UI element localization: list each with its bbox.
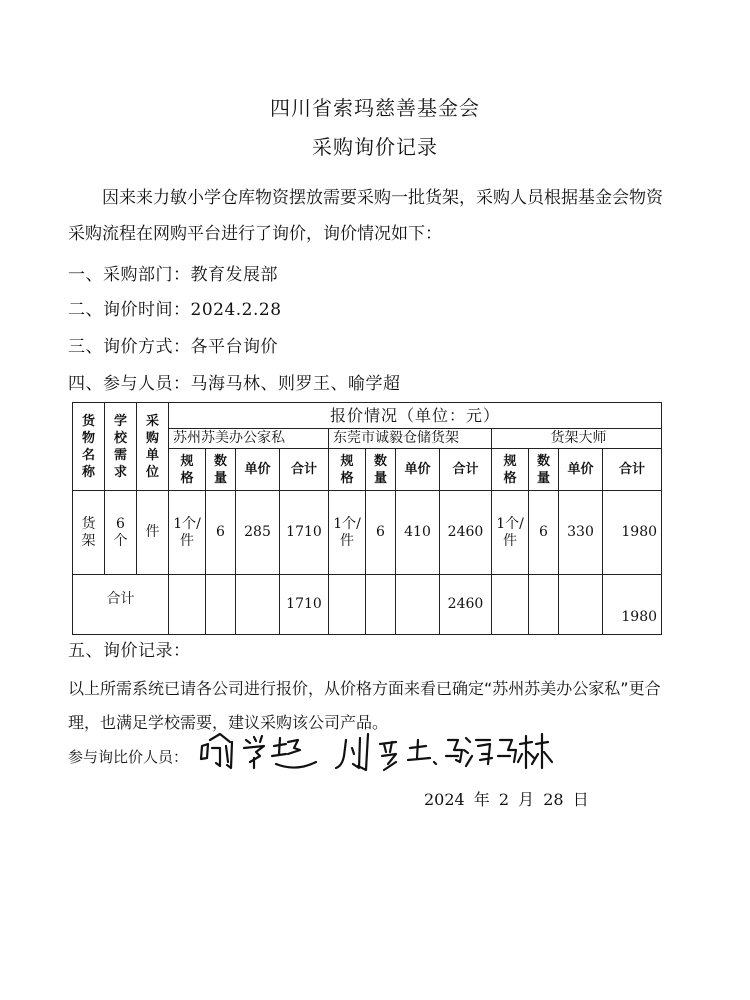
section-value: 教育发展部: [190, 265, 278, 285]
total-empty-cell: [329, 575, 366, 635]
section-value: 马海马林、则罗王、喻学超: [190, 374, 401, 394]
cell-price: 410: [396, 491, 440, 575]
total-row: [73, 575, 662, 635]
cell-need: 6个: [105, 491, 137, 575]
cell-total: 2460: [440, 491, 492, 575]
subheader-price: 单价: [559, 449, 603, 491]
subheader-spec: 规格: [492, 449, 529, 491]
cell-spec: 1个/件: [169, 491, 206, 575]
intro-paragraph: 因来来力敏小学仓库物资摆放需要采购一批货架，采购人员根据基金会物资采购流程在网购平台进行了询价，询价情况如下：: [68, 188, 663, 244]
section-label: 二、询价时间：: [68, 300, 191, 320]
total-empty-cell: [169, 575, 206, 635]
subheader-qty: 数量: [366, 449, 396, 491]
record-paragraph: 以上所需系统已请各公司进行报价，从价格方面来看已确定“苏州苏美办公家私”更合理，也满足学校需要，建议采购该公司产品。: [68, 679, 661, 732]
section-label: 三、询价方式：: [68, 337, 191, 357]
participants-label: 参与询比价人员：: [68, 748, 189, 766]
total-value: 1980: [603, 575, 662, 635]
total-empty-cell: [396, 575, 440, 635]
handwritten-signatures: [196, 726, 556, 774]
total-value: 2460: [440, 575, 492, 635]
vendor-name: 货架大师: [492, 429, 662, 449]
section-inquiry-method: [68, 332, 278, 357]
total-empty-cell: [206, 575, 236, 635]
vendor-name: 东莞市诚毅仓储货架: [329, 429, 492, 449]
subheader-total: 合计: [440, 449, 492, 491]
subheader-qty: 数量: [206, 449, 236, 491]
cell-qty: 6: [366, 491, 396, 575]
total-empty-cell: [559, 575, 603, 635]
table-row: [73, 491, 662, 575]
subheader-spec: 规格: [169, 449, 206, 491]
cell-price: 285: [236, 491, 280, 575]
total-empty-cell: [236, 575, 280, 635]
signing-date: 2024 年 2 月 28 日: [424, 790, 589, 809]
vendor-name: 苏州苏美办公家私: [169, 429, 329, 449]
section-participants: [68, 369, 401, 394]
section-label: 五、询价记录：: [68, 641, 191, 661]
quote-table: [72, 402, 662, 635]
subheader-price: 单价: [396, 449, 440, 491]
cell-total: 1980: [603, 491, 662, 575]
cell-qty: 6: [206, 491, 236, 575]
cell-item: 货架: [73, 491, 105, 575]
section-label: 一、采购部门：: [68, 265, 191, 285]
doc-title: 采购询价记录: [312, 135, 438, 159]
section-value: 2024.2.28: [190, 300, 282, 320]
section-label: 四、参与人员：: [68, 374, 191, 394]
subheader-spec: 规格: [329, 449, 366, 491]
cell-unit: 件: [137, 491, 169, 575]
subheader-total: 合计: [603, 449, 662, 491]
cell-price: 330: [559, 491, 603, 575]
subheader-price: 单价: [236, 449, 280, 491]
total-empty-cell: [492, 575, 529, 635]
header-item-name: 货物名称: [73, 403, 105, 491]
cell-spec: 1个/件: [492, 491, 529, 575]
cell-qty: 6: [529, 491, 559, 575]
total-empty-cell: [529, 575, 559, 635]
cell-spec: 1个/件: [329, 491, 366, 575]
total-value: 1710: [280, 575, 329, 635]
cell-total: 1710: [280, 491, 329, 575]
total-label: 合计: [73, 575, 169, 635]
section-inquiry-time: [68, 295, 282, 320]
header-quote: 报价情况（单位：元）: [169, 403, 662, 429]
section-department: [68, 260, 278, 285]
section-value: 各平台询价: [190, 337, 278, 357]
subheader-total: 合计: [280, 449, 329, 491]
header-purchase-unit: 采购单位: [137, 403, 169, 491]
section-record: [68, 636, 191, 661]
total-empty-cell: [366, 575, 396, 635]
org-title: 四川省索玛慈善基金会: [270, 96, 480, 120]
header-school-need: 学校需求: [105, 403, 137, 491]
subheader-qty: 数量: [529, 449, 559, 491]
